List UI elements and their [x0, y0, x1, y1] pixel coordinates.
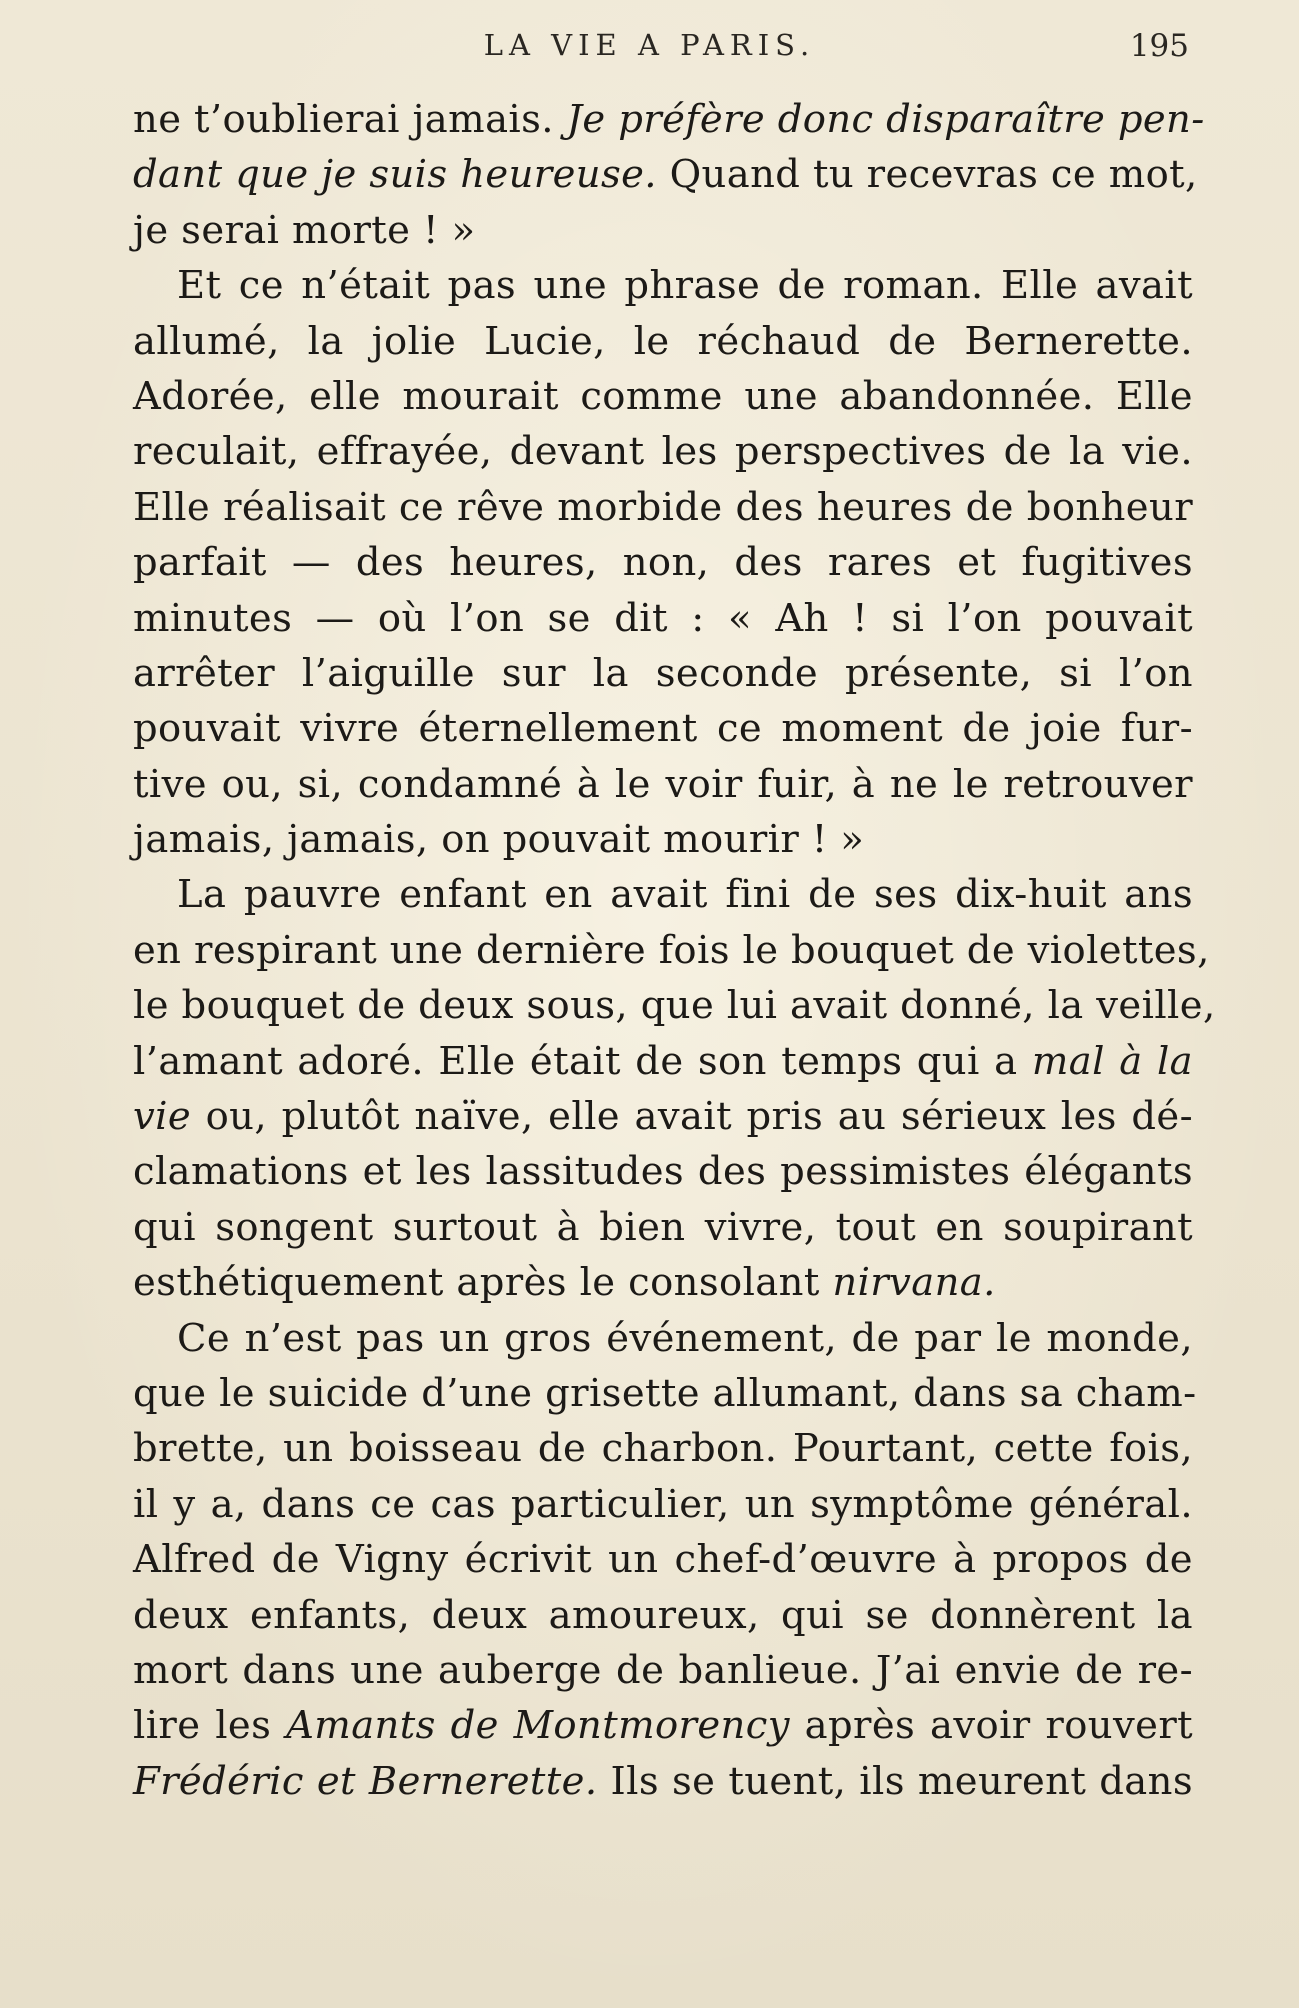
text-line: [133, 147, 1198, 202]
text-run: tive ou, si, condamné à le voir fuir, à ne le retrouver: [133, 761, 1193, 807]
text-run: pouvait vivre éternellement ce moment de joie fur-: [133, 706, 1193, 752]
text-run: Et ce n’était pas une phrase de roman. Elle avait: [177, 263, 1193, 309]
text-run: ne t’oublierai jamais.: [133, 97, 567, 142]
text-run: reculait, effrayée, devant les perspectives de la vie.: [133, 429, 1193, 475]
text-run: La pauvre enfant en avait fini de ses dix-huit ans: [177, 872, 1193, 918]
text-line: [133, 1311, 1193, 1366]
text-line: [133, 1255, 1193, 1310]
text-run: mort dans une auberge de banlieue. J’ai envie de re-: [133, 1647, 1193, 1693]
text-run: deux enfants, deux amoureux, qui se donnèrent la: [133, 1592, 1193, 1638]
italic-text-run: Amants de Montmorency: [286, 1703, 790, 1749]
running-head: [0, 28, 1299, 68]
text-line: [133, 701, 1193, 756]
text-run: minutes — où l’on se dit : « Ah ! si l’on pouvait: [133, 595, 1193, 641]
text-line: [133, 923, 1210, 978]
body-text: [133, 92, 1216, 1809]
text-line: [133, 1754, 1193, 1809]
text-run: après avoir rouvert: [789, 1703, 1193, 1749]
text-run: Ce n’est pas un gros événement, de par le monde,: [177, 1315, 1193, 1361]
text-run: esthétiquement après le consolant: [133, 1260, 833, 1306]
text-run: Quand tu recevras ce mot,: [656, 152, 1198, 198]
text-run: en respirant une dernière fois le bouquet de violettes,: [133, 927, 1210, 973]
text-line: [133, 1200, 1193, 1255]
text-line: [133, 480, 1193, 535]
text-run: allumé, la jolie Lucie, le réchaud de Bernerette.: [133, 318, 1193, 364]
text-line: [133, 314, 1193, 369]
italic-text-run: nirvana.: [832, 1260, 996, 1306]
text-line: [133, 646, 1193, 701]
text-line: [133, 424, 1193, 479]
text-line: [133, 978, 1216, 1033]
text-run: parfait — des heures, non, des rares et fugitives: [133, 540, 1193, 586]
text-run: Elle réalisait ce rêve morbide des heures de bonheur: [133, 484, 1193, 530]
text-run: lire les: [133, 1703, 287, 1749]
text-run: Adorée, elle mourait comme une abandonnée. Elle: [133, 373, 1193, 419]
text-line: [133, 1698, 1193, 1753]
text-line: [133, 1588, 1193, 1643]
text-run: que le suicide d’une grisette allumant, dans sa cham-: [133, 1370, 1197, 1416]
text-line: [133, 258, 1193, 313]
text-run: jamais, jamais, on pouvait mourir ! »: [133, 817, 865, 863]
text-line: [133, 1477, 1193, 1532]
text-run: brette, un boisseau de charbon. Pourtant, cette fois,: [133, 1426, 1193, 1472]
text-line: [133, 1144, 1193, 1199]
italic-text-run: vie: [133, 1094, 192, 1140]
text-run: arrêter l’aiguille sur la seconde présente, si l’on: [133, 650, 1193, 696]
running-title: LA VIE A PARIS.: [483, 28, 816, 62]
text-line: [133, 812, 1193, 867]
text-line: [133, 1034, 1193, 1089]
text-run: ou, plutôt naïve, elle avait pris au sérieux les dé-: [191, 1094, 1193, 1140]
text-line: [133, 867, 1193, 922]
italic-text-run: Je préfère donc disparaître pen-: [566, 97, 1205, 142]
text-run: clamations et les lassitudes des pessimistes élégants: [133, 1149, 1193, 1195]
text-run: Ils se tuent, ils meurent dans: [597, 1758, 1193, 1804]
text-line: [133, 591, 1193, 646]
italic-text-run: mal à la: [1031, 1038, 1194, 1084]
text-run: l’amant adoré. Elle était de son temps qui a: [133, 1038, 1032, 1084]
text-run: qui songent surtout à bien vivre, tout en soupirant: [133, 1204, 1193, 1250]
text-run: je serai morte ! »: [133, 207, 476, 253]
italic-text-run: Frédéric et Bernerette.: [133, 1758, 598, 1804]
text-run: Alfred de Vigny écrivit un chef-d’œuvre à propos de: [133, 1537, 1193, 1583]
text-line: [133, 757, 1193, 812]
italic-text-run: dant que je suis heureuse.: [133, 152, 657, 198]
text-line: [133, 1643, 1193, 1698]
text-line: [133, 535, 1193, 590]
text-line: [133, 1421, 1193, 1476]
text-run: le bouquet de deux sous, que lui avait donné, la veille,: [133, 983, 1216, 1029]
text-line: [133, 1366, 1197, 1421]
text-line: [133, 1089, 1193, 1144]
page-number: 195: [1129, 28, 1189, 64]
text-line: [133, 369, 1193, 424]
text-run: il y a, dans ce cas particulier, un symptôme général.: [133, 1481, 1193, 1527]
text-line: [133, 92, 1205, 147]
text-line: [133, 203, 1193, 258]
text-line: [133, 1532, 1193, 1587]
